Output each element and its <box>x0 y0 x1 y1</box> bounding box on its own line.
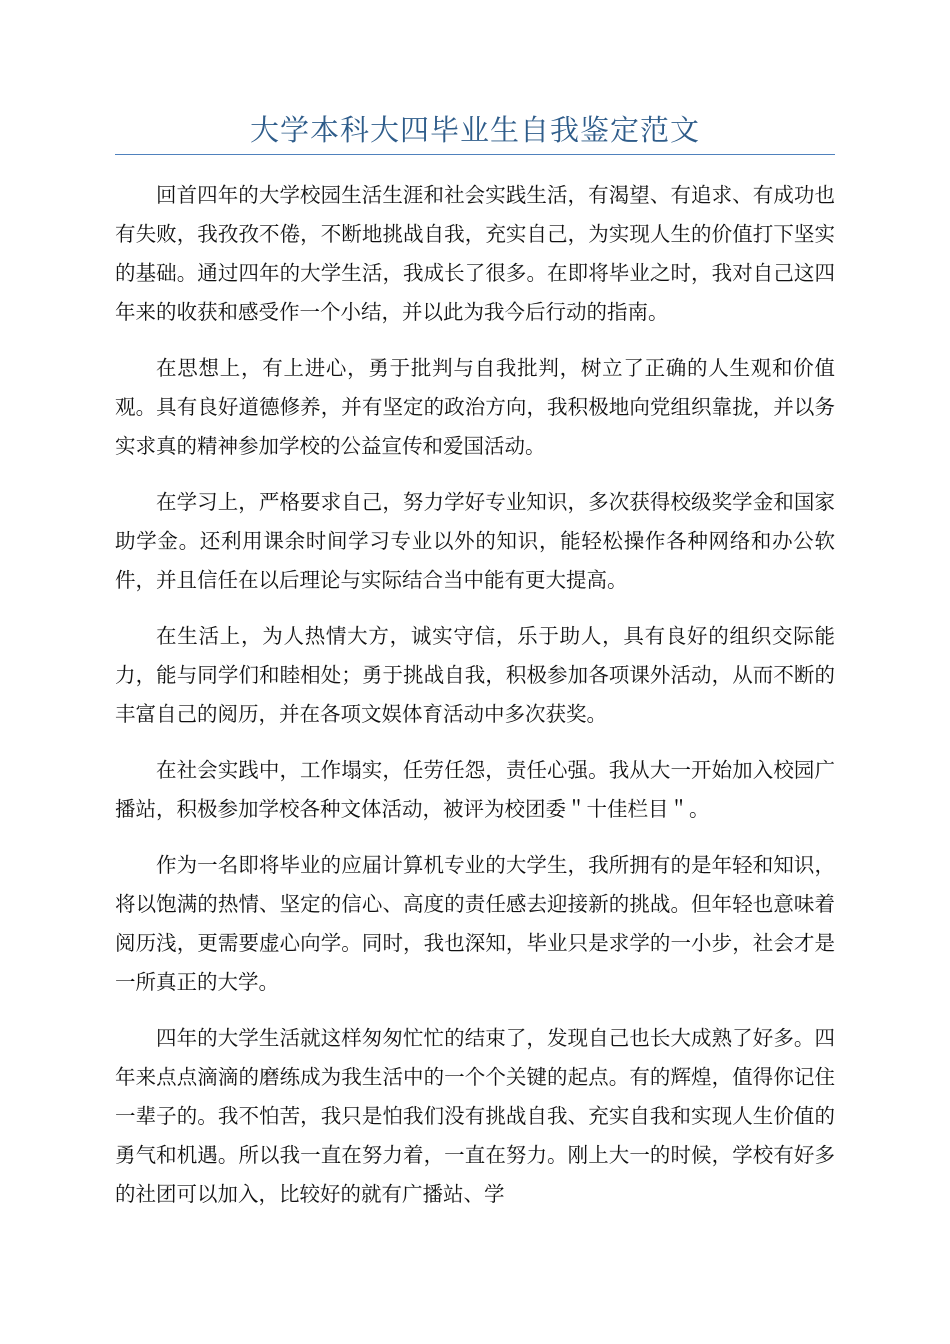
paragraph-graduate: 作为一名即将毕业的应届计算机专业的大学生，我所拥有的是年轻和知识，将以饱满的热情、坚定的信心、高度的责任感去迎接新的挑战。但年轻也意味着阅历浅，更需要虚心向学。同时，我也深知，毕业只是求学的一小步，社会才是一所真正的大学。 <box>115 853 835 994</box>
paragraph-reflection: 四年的大学生活就这样匆匆忙忙的结束了，发现自己也长大成熟了好多。四年来点点滴滴的磨练成为我生活中的一个个关键的起点。有的辉煌，值得你记住一辈子的。我不怕苦，我只是怕我们没有挑战自我、充实自我和实现人生价值的勇气和机遇。所以我一直在努力着，一直在努力。刚上大一的时候，学校有好多的社团可以加入，比较好的就有广播站、学 <box>115 1026 835 1206</box>
paragraph-study: 在学习上，严格要求自己，努力学好专业知识，多次获得校级奖学金和国家助学金。还利用课余时间学习专业以外的知识，能轻松操作各种网络和办公软件，并且信任在以后理论与实际结合当中能有更大提高。 <box>115 490 835 592</box>
document-body <box>115 176 835 1231</box>
title-underline <box>115 154 835 155</box>
paragraph-intro: 回首四年的大学校园生活生涯和社会实践生活，有渴望、有追求、有成功也有失败，我孜孜不倦，不断地挑战自我，充实自己，为实现人生的价值打下坚实的基础。通过四年的大学生活，我成长了很多。在即将毕业之时，我对自己这四年来的收获和感受作一个小结，并以此为我今后行动的指南。 <box>115 183 835 324</box>
paragraph-practice: 在社会实践中，工作塌实，任劳任怨，责任心强。我从大一开始加入校园广播站，积极参加学校各种文体活动，被评为校团委＂十佳栏目＂。 <box>115 758 835 821</box>
paragraph-life: 在生活上，为人热情大方，诚实守信，乐于助人，具有良好的组织交际能力，能与同学们和睦相处；勇于挑战自我，积极参加各项课外活动，从而不断的丰富自己的阅历，并在各项文娱体育活动中多次获奖。 <box>115 624 835 726</box>
paragraph-ideology: 在思想上，有上进心，勇于批判与自我批判，树立了正确的人生观和价值观。具有良好道德修养，并有坚定的政治方向，我积极地向党组织靠拢，并以务实求真的精神参加学校的公益宣传和爱国活动。 <box>115 356 835 458</box>
document-title: 大学本科大四毕业生自我鉴定范文 <box>249 113 700 147</box>
